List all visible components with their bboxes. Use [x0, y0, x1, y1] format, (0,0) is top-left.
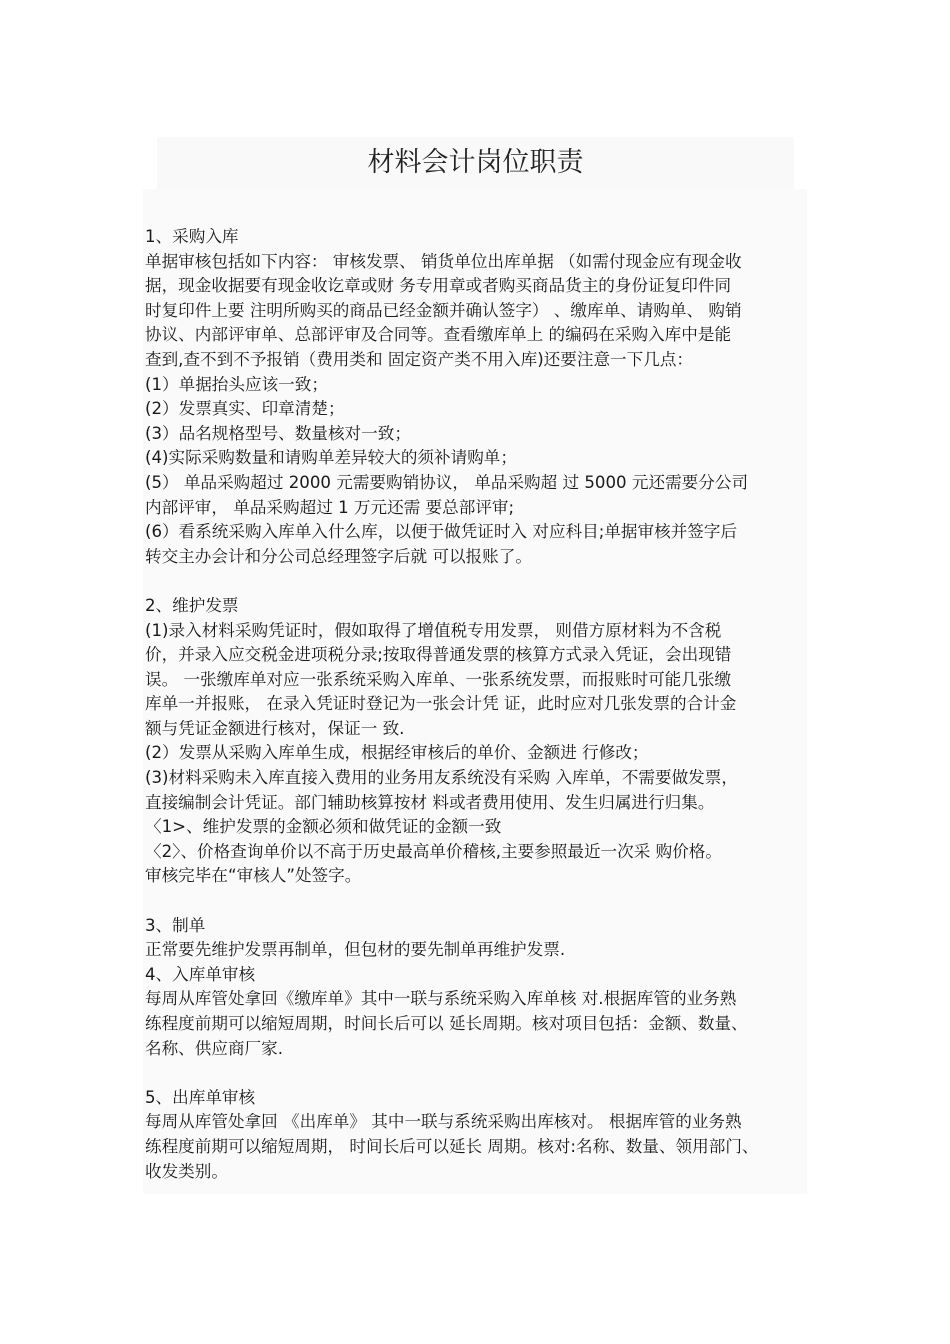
- text-line: (1)录入材料采购凭证时，假如取得了增值税专用发票， 则借方原材料为不含税: [145, 620, 722, 640]
- text-line: 误。 一张缴库单对应一张系统采购入库单、一张系统发票，而报账时可能几张缴: [145, 669, 732, 689]
- document-body: [145, 225, 809, 1184]
- text-line: (2）发票从采购入库单生成，根据经审核后的单价、金额进 行修改；: [145, 743, 649, 763]
- text-line: 4、入库单审核: [145, 964, 256, 984]
- text-line: 单据审核包括如下内容： 审核发票、 销货单位出库单据 （如需付现金应有现金收: [145, 251, 742, 271]
- text-line: 名称、供应商厂家.: [145, 1038, 284, 1058]
- text-line: 审核完毕在“审核人”处签字。: [145, 866, 362, 886]
- text-line: 转交主办会计和分公司总经理签字后就 可以报账了。: [145, 546, 532, 566]
- text-line: (5） 单品采购超过 2000 元需要购销协议， 单品采购超 过 5000 元还需要分公司: [145, 472, 749, 492]
- text-line: (3)材料采购未入库直接入费用的业务用友系统没有采购 入库单，不需要做发票，: [145, 768, 738, 788]
- text-line: 3、制单: [145, 915, 206, 935]
- text-line: 每周从库管处拿回《缴库单》其中一联与系统采购入库单核 对.根据库管的业务熟: [145, 989, 737, 1009]
- text-line: 1、采购入库: [145, 227, 239, 246]
- text-line: 价，并录入应交税金进项税分录;按取得普通发票的核算方式录入凭证，会出现错: [145, 645, 732, 665]
- text-line: (2）发票真实、印章清楚；: [145, 399, 345, 419]
- text-line: 练程度前期可以缩短周期，时间长后可以 延长周期。核对项目包括：金额、数量、: [145, 1014, 748, 1033]
- text-line: 内部评审， 单品采购超过 1 万元还需 要总部评审;: [145, 497, 515, 517]
- text-line: 〈1>、维护发票的金额必须和做凭证的金额一致: [145, 817, 502, 837]
- text-line: 2、维护发票: [145, 595, 239, 615]
- text-line: 时复印件上要 注明所购买的商品已经金额并确认签字） 、缴库单、请购单、 购销: [145, 300, 742, 320]
- paragraph-gap: [145, 569, 809, 594]
- text-line: 额与凭证金额进行核对，保证一 致.: [145, 718, 405, 738]
- text-line: 收发类别。: [145, 1161, 228, 1181]
- text-line: (3）品名规格型号、数量核对一致；: [145, 423, 411, 443]
- text-line: 据，现金收据要有现金收讫章或财 务专用章或者购买商品货主的身份证复印件同: [145, 276, 732, 296]
- text-line: 库单一并报账， 在录入凭证时登记为一张会计凭 证，此时应对几张发票的合计金: [145, 694, 737, 714]
- document-title: 材料会计岗位职责: [367, 147, 584, 178]
- text-line: 练程度前期可以缩短周期， 时间长后可以延长 周期。核对:名称、数量、领用部门、: [145, 1136, 759, 1156]
- paragraph-gap: [145, 889, 809, 914]
- text-line: 〈2〉、价格查询单价以不高于历史最高单价稽核,主要参照最近一次采 购价格。: [145, 841, 722, 861]
- text-line: (4)实际采购数量和请购单差异较大的须补请购单；: [145, 448, 517, 468]
- text-line: (6）看系统采购入库单入什么库，以便于做凭证时入 对应科目;单据审核并签字后: [145, 522, 738, 542]
- paragraph-gap: [145, 1061, 809, 1086]
- text-line: 直接编制会计凭证。部门辅助核算按材 料或者费用使用、发生归属进行归集。: [145, 792, 715, 812]
- text-line: (1）单据抬头应该一致；: [145, 374, 328, 394]
- text-line: 正常要先维护发票再制单，但包材的要先制单再维护发票.: [145, 940, 566, 960]
- text-line: 每周从库管处拿回 《出库单》 其中一联与系统采购出库核对。 根据库管的业务熟: [145, 1112, 742, 1132]
- text-line: 查到,查不到不予报销（费用类和 固定资产类不用入库)还要注意一下几点：: [145, 349, 694, 369]
- text-line: 协议、内部评审单、总部评审及合同等。查看缴库单上 的编码在采购入库中是能: [145, 325, 732, 345]
- text-line: 5、出库单审核: [145, 1087, 256, 1107]
